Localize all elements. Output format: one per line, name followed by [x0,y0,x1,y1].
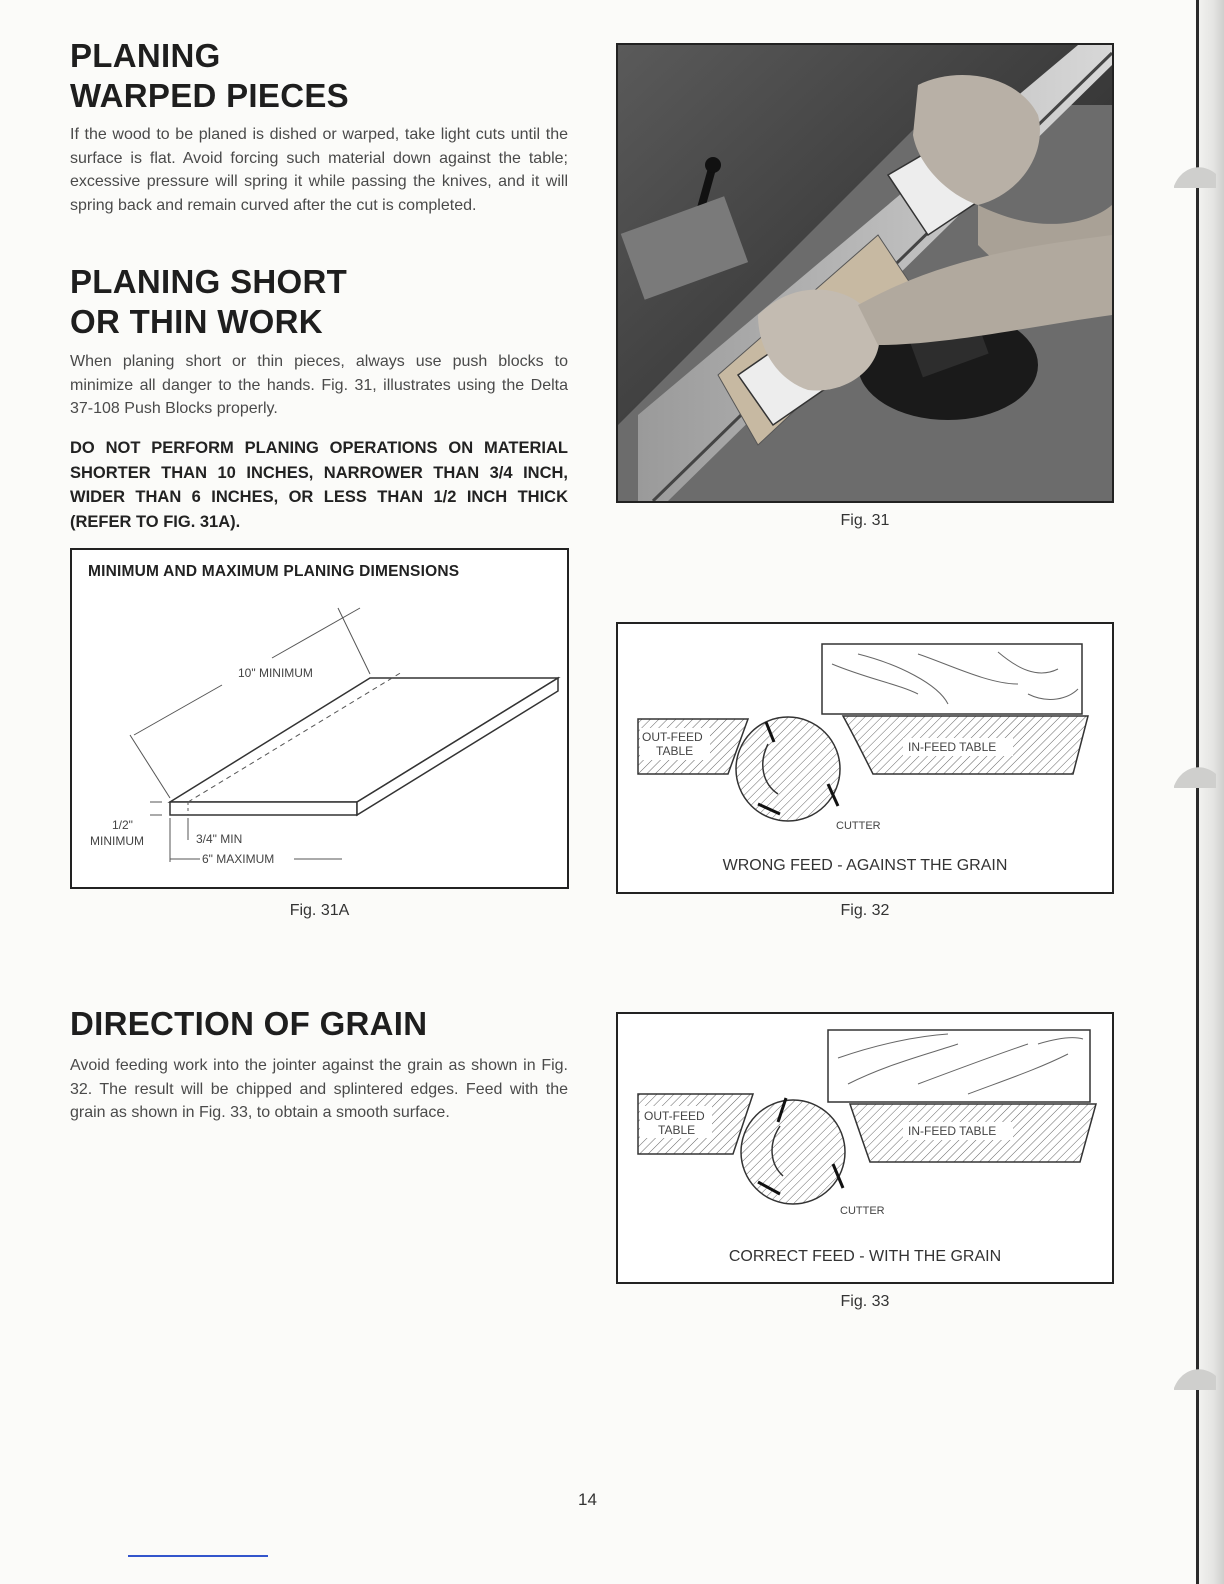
figure-31a [70,548,569,889]
label-cutter: CUTTER [840,1205,885,1217]
caption-fig32: Fig. 32 [840,902,890,919]
label-length: 10" MINIMUM [238,666,313,680]
label-width-max: 6" MAXIMUM [202,852,275,866]
heading-direction-of-grain: DIRECTION OF GRAIN [70,1005,428,1042]
binder-hole-icon [1172,160,1218,188]
paragraph-grain: Avoid feeding work into the jointer against the grain as shown in Fig. 32. The result will be chipped and splintered edges. Feed with the grain as shown in Fig. 33, to obtain a smooth surface. [70,1057,568,1121]
figure-31a-title: MINIMUM AND MAXIMUM PLANING DIMENSIONS [88,563,460,580]
figure-32-title: WRONG FEED - AGAINST THE GRAIN [722,857,1008,874]
correct-feed-diagram [618,1014,1112,1282]
caption-fig31: Fig. 31 [840,512,890,529]
paragraph-warped: If the wood to be planed is dished or warped, take light cuts until the surface is flat. Avoid forcing such material down against the table; excessive pressure will spring it while passing the knives, and it will spring back and remain curved after the cut is completed. [70,126,568,214]
binder-line [1196,0,1199,1584]
jointer-push-blocks-photo [618,45,1112,501]
label-infeed: IN-FEED TABLE [908,740,997,754]
paragraph-short: When planing short or thin pieces, always use push blocks to minimize all danger to the hands. Fig. 31, illustrates using the Delta 37-108 Push Blocks properly. [70,353,568,417]
label-width-min: 3/4" MIN [196,832,243,846]
label-cutter: CUTTER [836,820,881,832]
figure-31-photo [616,43,1114,503]
figure-33 [616,1012,1114,1284]
figure-33-title: CORRECT FEED - WITH THE GRAIN [728,1248,1002,1265]
wrong-feed-diagram [618,624,1112,892]
heading-planing-warped [70,36,349,116]
caption-fig31a: Fig. 31A [289,902,350,919]
label-infeed: IN-FEED TABLE [908,1124,997,1138]
page-number: 14 [578,1490,597,1509]
board-dimensions-diagram [72,550,567,887]
heading-line: OR THIN WORK [70,303,323,340]
heading-line: WARPED PIECES [70,77,349,114]
heading-planing-short [70,262,347,342]
label-thickness-min: MINIMUM [90,834,144,848]
scan-mark [128,1555,268,1557]
label-outfeed: OUT-FEED [642,730,703,744]
heading-line: PLANING SHORT [70,263,348,300]
binder-edge [1198,0,1224,1584]
caption-fig33: Fig. 33 [840,1293,890,1310]
label-outfeed-table: TABLE [658,1123,696,1137]
label-outfeed: OUT-FEED [644,1109,705,1123]
label-thickness: 1/2" [112,818,133,832]
binder-hole-icon [1172,1362,1218,1390]
binder-hole-icon [1172,760,1218,788]
label-outfeed-table: TABLE [656,744,694,758]
figure-32 [616,622,1114,894]
warning-text: DO NOT PERFORM PLANING OPERATIONS ON MATERIAL SHORTER THAN 10 INCHES, NARROWER THAN 3/4 INCH, WIDER THAN 6 INCHES, OR LESS THAN 1/2 INCH THICK (REFER TO FIG. 31A). [70,439,568,531]
heading-line: PLANING [70,37,221,74]
